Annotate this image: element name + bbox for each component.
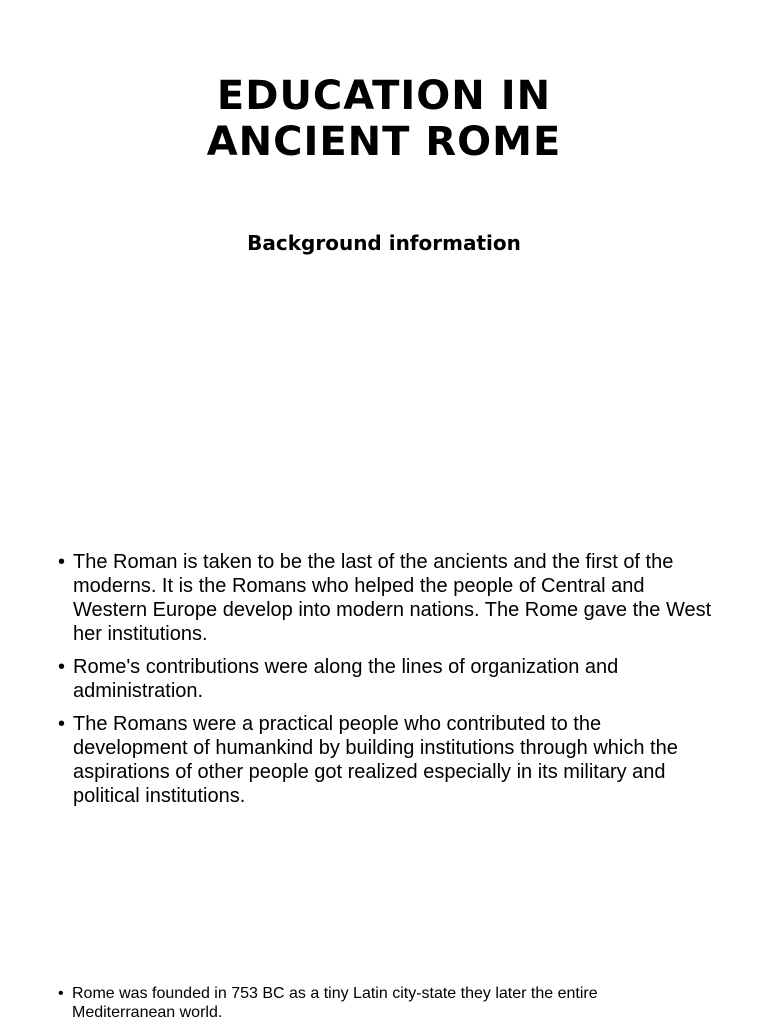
slide-title-line-2: ANCIENT ROME	[206, 119, 562, 165]
next-slide-bullet-text: Rome was founded in 753 BC as a tiny Latin city-state they later the entire Mediterranean world.	[72, 985, 598, 1021]
slide-subtitle: Background information	[247, 231, 521, 255]
bullet-item	[58, 550, 718, 646]
bullet-text: Rome's contributions were along the lines of organization and administration.	[73, 656, 619, 702]
bullet-dot-icon: •	[58, 656, 66, 678]
bullet-text: The Roman is taken to be the last of the ancients and the first of the moderns. It is the Romans who helped the people of Central and Western Europe develop into modern nations. The Rome gave the West her institutions.	[73, 551, 712, 645]
slide-title	[0, 73, 768, 165]
next-slide-bullet-item	[58, 984, 698, 1022]
bullet-item	[58, 655, 718, 703]
bullet-dot-icon: •	[58, 713, 66, 735]
bullet-text: The Romans were a practical people who contributed to the development of humankind by building institutions through which the aspirations of other people got realized especially in its military and political institutions.	[73, 713, 678, 807]
bullet-list	[58, 550, 718, 817]
bullet-dot-icon: •	[58, 985, 64, 1002]
bullet-item	[58, 712, 718, 808]
slide-title-line-1: EDUCATION IN	[216, 73, 552, 119]
bullet-dot-icon: •	[58, 551, 66, 573]
next-slide-bullet-list	[58, 984, 698, 1022]
